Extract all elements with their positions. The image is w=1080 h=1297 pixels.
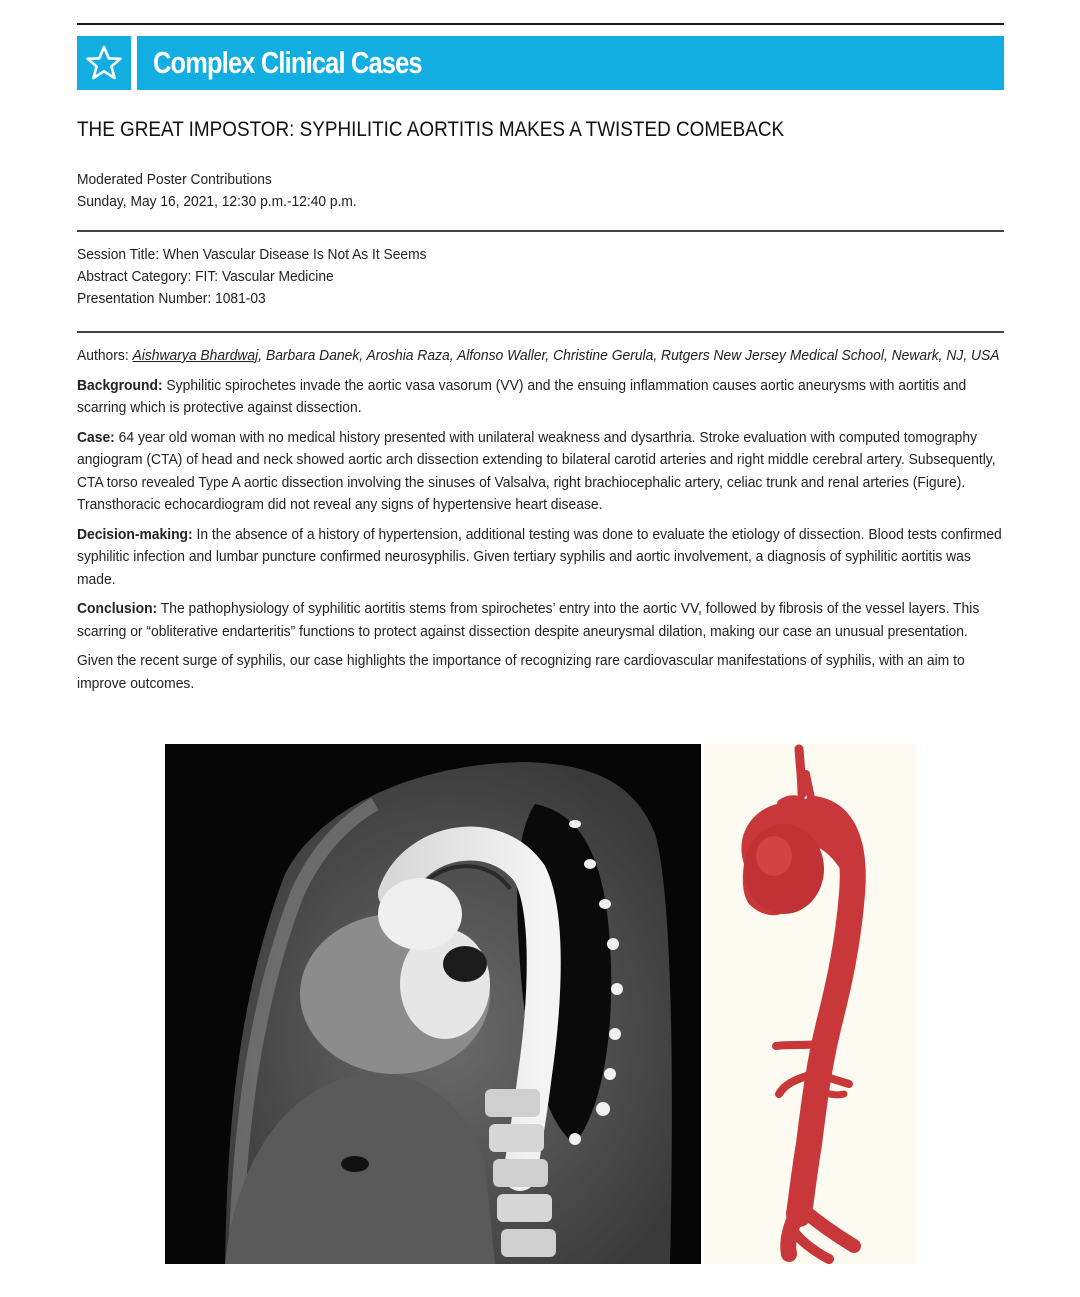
conclusion-label: Conclusion:	[77, 600, 158, 617]
decision-label: Decision-making:	[77, 525, 193, 543]
decision-text: In the absence of a history of hypertension, additional testing was done to evaluate the etiology of dissection. Blood tests confirmed syphilitic infection and lumbar puncture confirmed neurosyphilis. Given tertiary syphilis and aortic involvement, a diagnosis of syphilitic aortitis was made.	[77, 525, 1002, 588]
aorta-3d-reconstruction	[704, 744, 916, 1264]
case-paragraph	[77, 427, 1002, 517]
background-label: Background:	[77, 376, 163, 394]
section-banner	[137, 36, 1004, 90]
divider	[77, 331, 1004, 333]
top-rule	[77, 23, 1004, 25]
poster-type: Moderated Poster Contributions	[77, 171, 272, 188]
ct-sagittal-image	[165, 744, 701, 1264]
case-text: 64 year old woman with no medical history presented with unilateral weakness and dysarthria. Stroke evaluation with computed tomography angiogram (CTA) of head and neck showed aortic arch dissection extending to bilateral carotid arteries and right middle cerebral artery. Subsequently, CTA torso revealed Type A aortic dissection involving the sinuses of Valsalva, right brachiocephalic artery, celiac trunk and renal arteries (Figure). Transthoracic echocardiogram did not reveal any signs of hypertensive heart disease.	[77, 428, 996, 513]
abstract-body	[77, 345, 1002, 702]
presentation-number: Presentation Number: 1081-03	[77, 290, 266, 307]
conclusion-paragraph	[77, 598, 1002, 643]
banner-star-box	[77, 36, 131, 90]
session-title: Session Title: When Vascular Disease Is Not As It Seems	[77, 246, 427, 263]
section-title: Complex Clinical Cases	[153, 45, 422, 80]
session-details	[77, 244, 426, 310]
divider	[77, 230, 1004, 232]
case-label: Case:	[77, 428, 115, 446]
closing-paragraph: Given the recent surge of syphilis, our case highlights the importance of recognizing rare cardiovascular manifestations of syphilis, with an aim to improve outcomes.	[77, 652, 965, 692]
conclusion-text: The pathophysiology of syphilitic aortitis stems from spirochetes’ entry into the aortic VV, followed by fibrosis of the vessel layers. This scarring or “obliterative endarteritis” functions to protect against dissection despite aneurysmal dilation, making our case an unusual presentation.	[77, 600, 980, 640]
authors-line	[77, 345, 1002, 368]
decision-paragraph	[77, 524, 1002, 592]
presentation-datetime: Sunday, May 16, 2021, 12:30 p.m.-12:40 p.m.	[77, 193, 357, 210]
authors-rest: , Barbara Danek, Aroshia Raza, Alfonso Waller, Christine Gerula, Rutgers New Jersey Medical School, Newark, NJ, USA	[258, 347, 1000, 364]
session-timing	[77, 169, 357, 213]
background-paragraph	[77, 375, 1002, 420]
authors-prefix: Authors:	[77, 347, 133, 364]
presenting-author: Aishwarya Bhardwaj	[132, 347, 259, 364]
article-title: THE GREAT IMPOSTOR: SYPHILITIC AORTITIS MAKES A TWISTED COMEBACK	[77, 118, 785, 141]
abstract-category: Abstract Category: FIT: Vascular Medicine	[77, 268, 334, 285]
background-text: Syphilitic spirochetes invade the aortic vasa vasorum (VV) and the ensuing inflammation causes aortic aneurysms with aortitis and scarring which is protective against dissection.	[77, 376, 967, 416]
star-icon	[85, 44, 123, 82]
